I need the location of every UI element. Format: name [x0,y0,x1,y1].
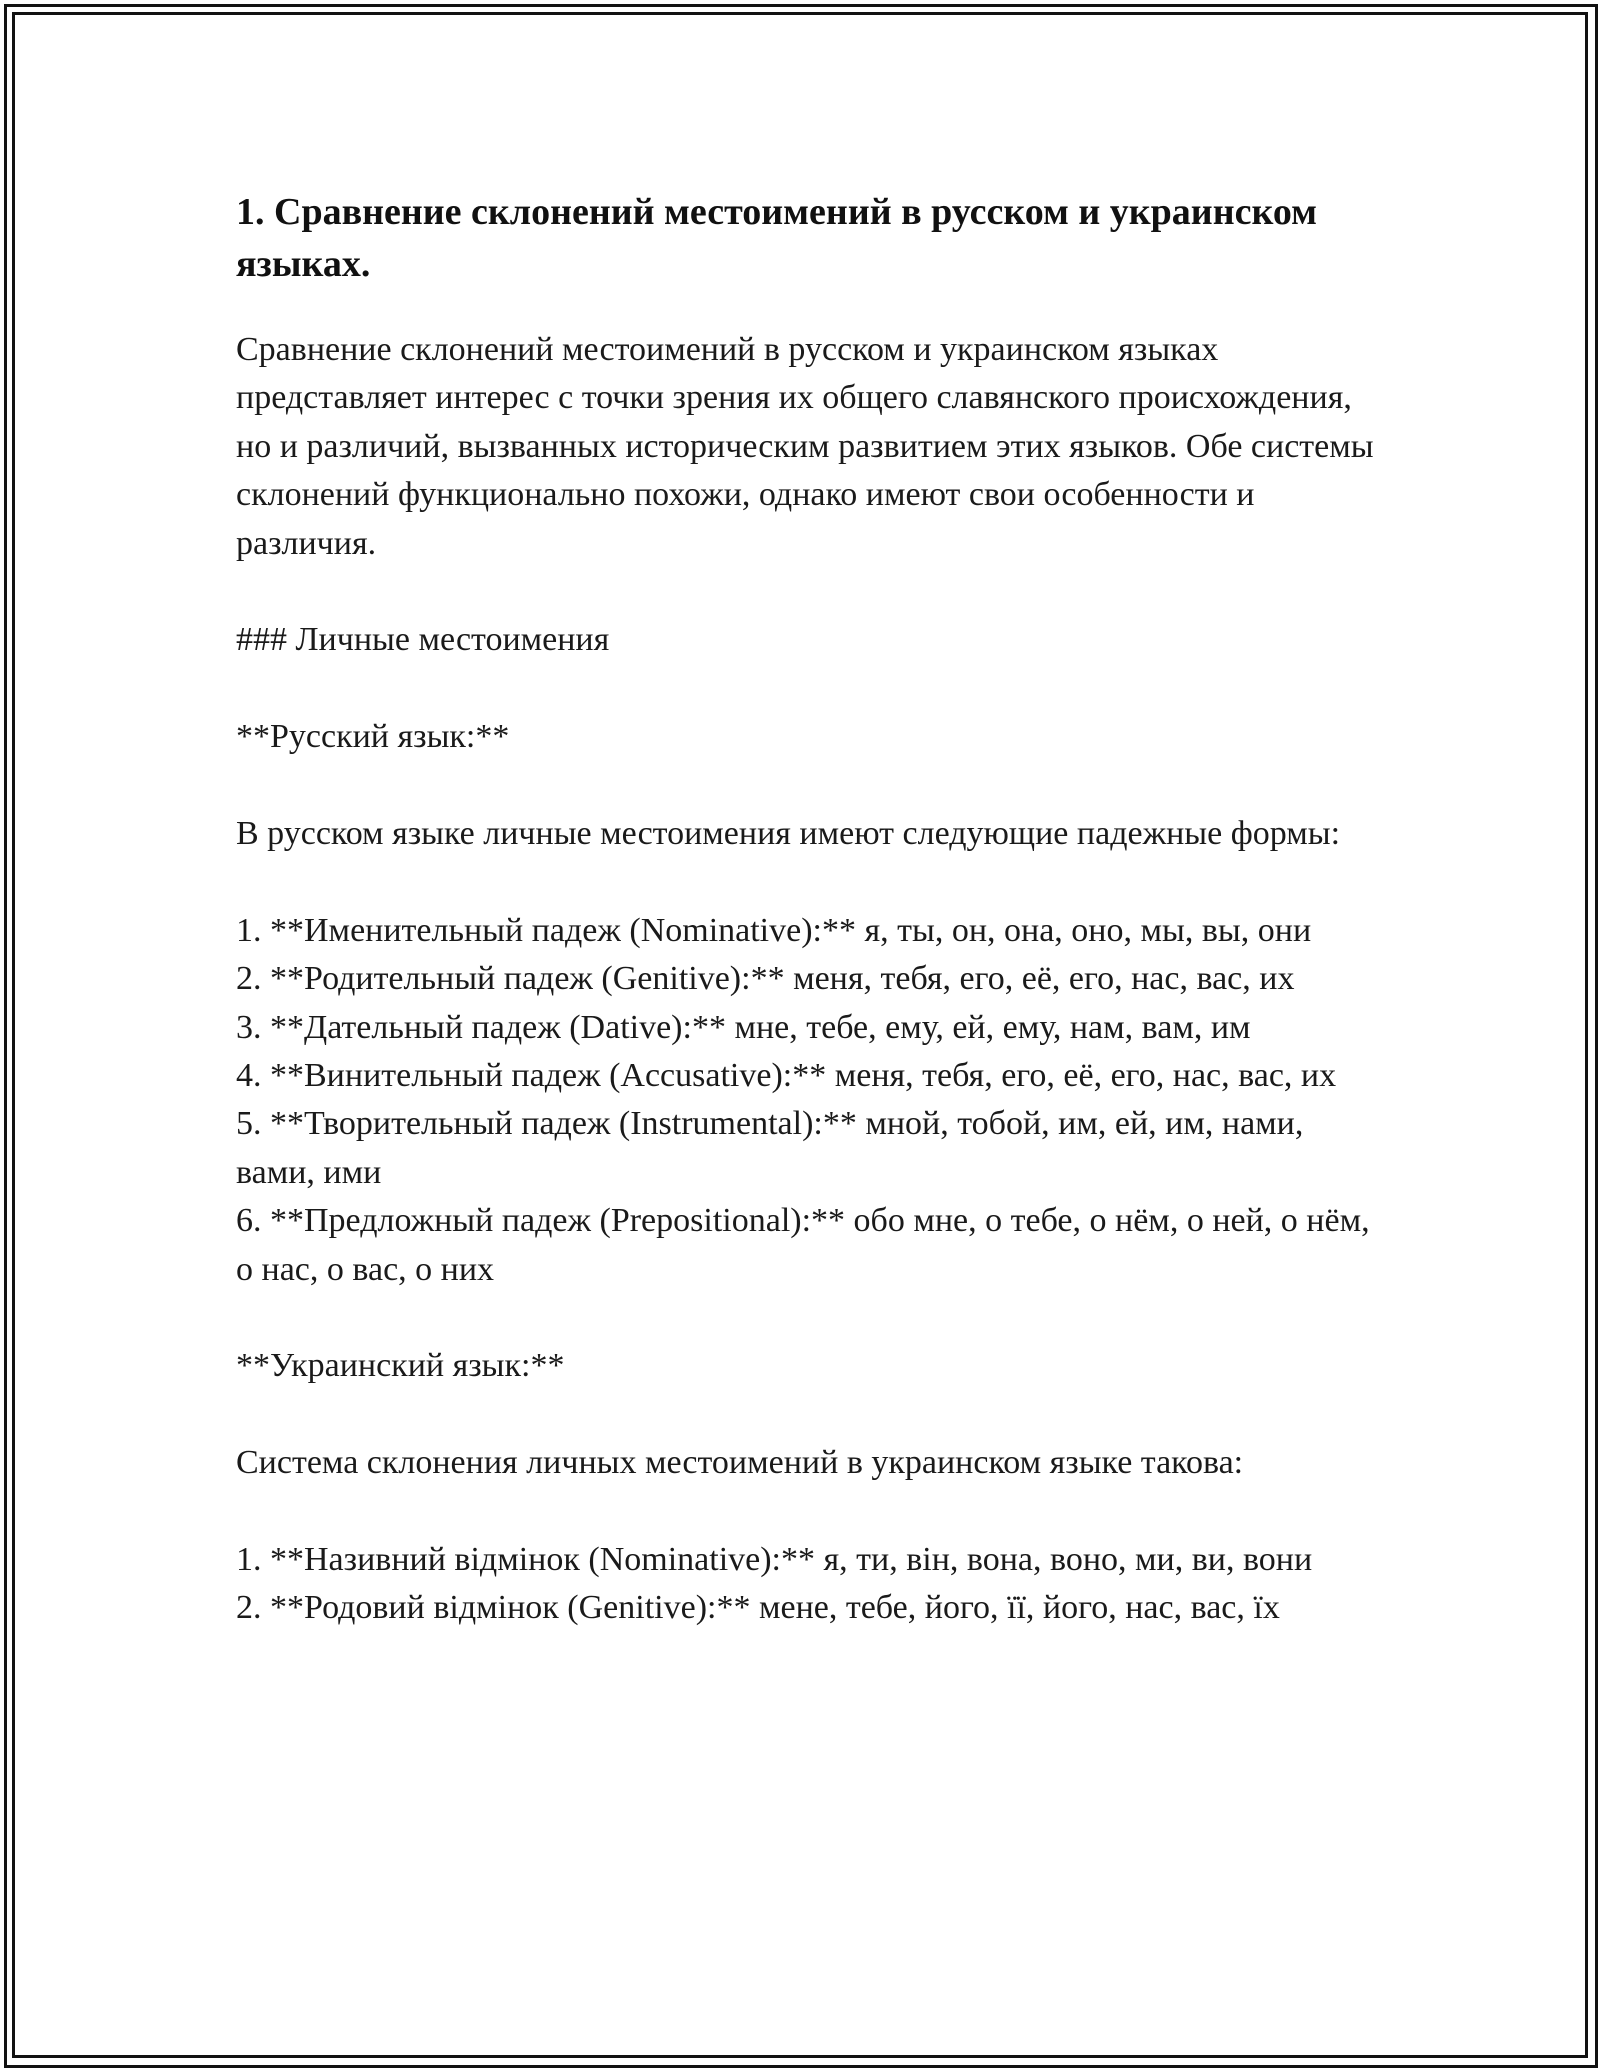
russian-case-item: 5. **Творительный падеж (Instrumental):** мной, тобой, им, ей, им, нами, вами, ими [236,1105,1312,1191]
paragraph-gap [236,1391,1376,1439]
paragraph-gap [236,762,1376,810]
document-page [236,186,1383,1633]
ukrainian-case-item: 1. **Називний відмінок (Nominative):** я, ти, він, вона, воно, ми, ви, вони [236,1541,1313,1579]
russian-case-item: 2. **Родительный падеж (Genitive):** меня, тебя, его, её, его, нас, вас, их [236,960,1295,998]
russian-label: **Русский язык:** [236,718,510,756]
paragraph-gap [236,1488,1376,1536]
russian-case-item: 3. **Дательный падеж (Dative):** мне, тебе, ему, ей, ему, нам, вам, им [236,1008,1251,1046]
document-title: 1. Сравнение склонений местоимений в русском и украинском языках. [236,191,1318,285]
paragraph-gap [236,858,1376,906]
section-heading: ### Личные местоимения [236,621,610,659]
paragraph-gap [236,568,1376,616]
ukrainian-case-list [236,1536,1376,1633]
intro-paragraph: Сравнение склонений местоимений в русском и украинском языках представляет интерес с точки зрения их общего славянского происхождения, но и различий, вызванных историческим развитием этих языков. Обе системы склонений функционально похожи, однако имеют свои особенности и различия. [236,331,1383,562]
ukrainian-label: **Украинский язык:** [236,1347,565,1385]
russian-case-list [236,907,1379,1294]
ukrainian-case-item: 2. **Родовий відмінок (Genitive):** мене, тебе, його, її, його, нас, вас, їх [236,1589,1280,1627]
russian-description: В русском языке личные местоимения имеют следующие падежные формы: [236,815,1341,853]
russian-case-item: 4. **Винительный падеж (Accusative):** меня, тебя, его, её, его, нас, вас, их [236,1057,1337,1095]
ukrainian-description: Система склонения личных местоимений в украинском языке такова: [236,1444,1244,1482]
paragraph-gap [236,665,1376,713]
russian-case-item: 6. **Предложный падеж (Prepositional):** обо мне, о тебе, о нём, о ней, о нём, о нас, о вас, о них [236,1202,1379,1288]
paragraph-gap [236,1294,1376,1342]
russian-case-item: 1. **Именительный падеж (Nominative):** я, ты, он, она, оно, мы, вы, они [236,911,1312,949]
